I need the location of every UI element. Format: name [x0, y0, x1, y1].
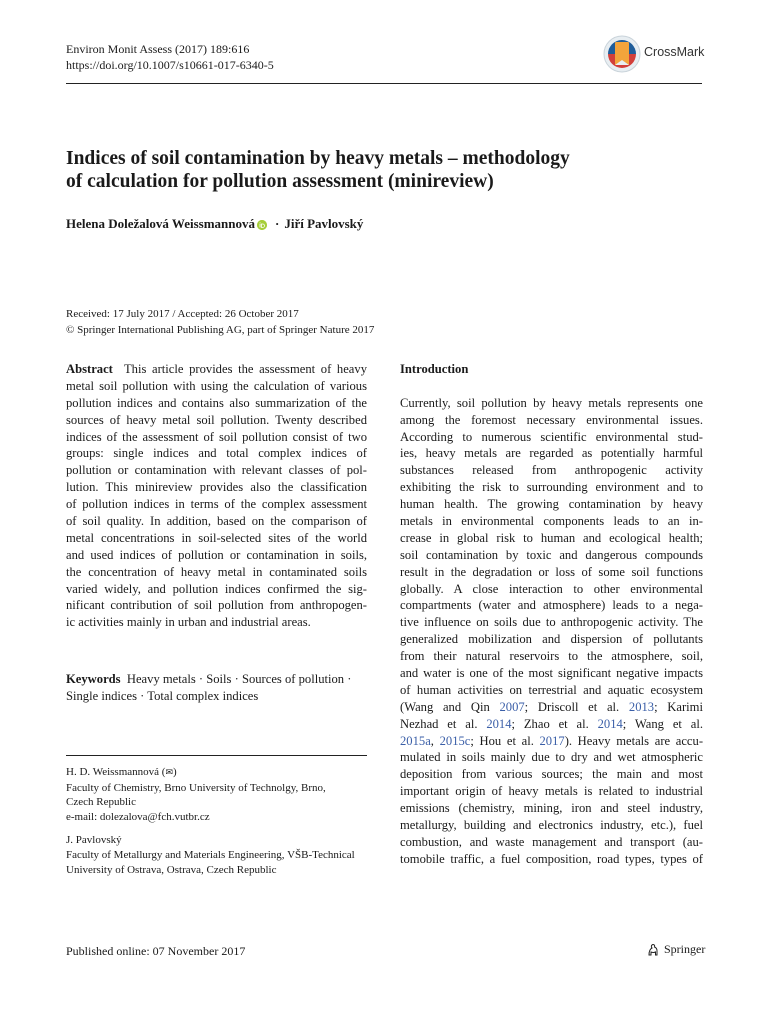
- title-line: of calculation for pollution assessment (minireview): [66, 171, 494, 192]
- intro-line: important origin of heavy metals is related to industrial: [400, 784, 703, 799]
- citation-link[interactable]: 2014: [597, 716, 623, 731]
- intro-line: soil contamination by toxic and dangerous compounds: [400, 547, 703, 562]
- intro-line: metallurgy, building and electronics industry, etc.), fuel: [400, 818, 703, 833]
- intro-line: from their natural reservoirs to the atmosphere, soil,: [400, 649, 703, 664]
- citation-link[interactable]: 2014: [486, 716, 512, 731]
- abstract: [66, 361, 367, 631]
- abstract-line: the concentration of heavy metal in contaminated soils: [66, 564, 367, 579]
- intro-line: mulated in soils mainly due to dry and wet atmospheric: [400, 750, 703, 765]
- affiliation-line: Czech Republic: [66, 796, 136, 809]
- intro-line: Currently, soil pollution by heavy metals represents one: [400, 395, 703, 410]
- intro-line: among the foremost necessary environmental issues.: [400, 412, 703, 427]
- keywords-line: Keywords Heavy metals · Soils · Sources of pollution ·: [66, 672, 352, 686]
- intro-line: result in the degradation or loss of some soil functions: [400, 564, 703, 579]
- citation-link[interactable]: 2015c: [439, 733, 471, 748]
- doi-link[interactable]: https://doi.org/10.1007/s10661-017-6340-5: [66, 58, 274, 72]
- received-accepted-dates: Received: 17 July 2017 / Accepted: 26 October 2017: [66, 308, 299, 320]
- orcid-icon[interactable]: [257, 220, 267, 230]
- abstract-line: pollution indices and contains also summarization of the: [66, 395, 367, 410]
- section-heading: Introduction: [400, 362, 469, 376]
- article-history: [66, 306, 374, 338]
- citation-link[interactable]: 2015a: [400, 733, 431, 748]
- intro-line: compartments (water and atmosphere) leads to a nega-: [400, 598, 703, 613]
- affiliation-line: Faculty of Metallurgy and Materials Engineering, VŠB-Technical: [66, 848, 355, 861]
- citation-link[interactable]: 2017: [539, 733, 565, 748]
- crossmark-label: CrossMark: [644, 45, 705, 59]
- published-date: Published online: 07 November 2017: [66, 944, 246, 958]
- abstract-line: varied widely, and pollution indices confirmed the sig-: [66, 581, 367, 596]
- abstract-line: and used indices of pollution or contamination in soils,: [66, 547, 367, 562]
- intro-line: ies, heavy metals are regarded as potentially harmful: [400, 446, 703, 461]
- abstract-line: metal soil pollution with using the calculation of various: [66, 378, 367, 393]
- introduction: [400, 361, 703, 868]
- header-divider: [66, 83, 702, 84]
- affiliation-divider: [66, 755, 367, 756]
- abstract-line: indices of the assessment of soil pollution consist of two: [66, 429, 367, 444]
- abstract-line: sources of heavy metal soil pollution. Twenty described: [66, 412, 367, 427]
- intro-line: combustion, and waste management and transport (au-: [400, 834, 703, 849]
- citation-link[interactable]: 2013: [628, 699, 655, 714]
- intro-line: emissions (chemistry, mining, iron and steel industry,: [400, 801, 703, 816]
- intro-line: Nezhad et al. 2014; Zhao et al. 2014; Wang et al.: [400, 716, 703, 731]
- author-list: [66, 216, 363, 232]
- keywords-line: Single indices · Total complex indices: [66, 688, 259, 703]
- spacer: [400, 378, 703, 395]
- intro-line: crease in global risk to human and ecological health;: [400, 530, 703, 545]
- author-name[interactable]: Helena Doležalová Weissmannová: [66, 216, 255, 231]
- author-separator: ·: [274, 216, 280, 231]
- intro-line: deposition from various sources; the main and most: [400, 767, 703, 782]
- citation-link[interactable]: 2007: [499, 699, 525, 714]
- abstract-line: metal concentrations in soil-selected sites of the world: [66, 530, 367, 545]
- intro-line: globally. A close interaction to other environmental: [400, 581, 703, 596]
- abstract-line: ic activities mainly in urban and industrial areas.: [66, 615, 311, 630]
- journal-header: [66, 41, 274, 73]
- affiliation-line: Faculty of Chemistry, Brno University of Technolgy, Brno,: [66, 781, 326, 794]
- keywords-label: Keywords: [66, 672, 121, 686]
- affiliations: [66, 765, 355, 877]
- intro-line: tive influence on soils due to anthropogenic activity. The: [400, 615, 703, 630]
- springer-label: Springer: [664, 942, 706, 956]
- intro-line: tomobile traffic, a fuel composition, road types, types of: [400, 851, 703, 866]
- author-name[interactable]: Jiří Pavlovský: [284, 216, 364, 231]
- abstract-line: lution. This minireview provides also the classification: [66, 480, 367, 495]
- abstract-line: Abstract This article provides the assessment of heavy: [66, 362, 367, 376]
- affiliation-line: University of Ostrava, Ostrava, Czech Republic: [66, 863, 277, 876]
- intro-line: exhibiting the risk to surrounding environment and to: [400, 480, 703, 495]
- title-line: Indices of soil contamination by heavy metals – methodology: [66, 148, 570, 169]
- envelope-icon[interactable]: ✉: [165, 768, 173, 778]
- keywords: [66, 671, 367, 705]
- crossmark-icon: [602, 34, 642, 74]
- abstract-line: of soil quality. In addition, based on the comparison of: [66, 514, 367, 529]
- abstract-line: of pollution indices in terms of the complex assessment: [66, 497, 367, 512]
- springer-horse-icon: [646, 943, 660, 957]
- intro-line: generalized mobilization and dispersion of pollutants: [400, 632, 703, 647]
- intro-line: human health. The growing contamination by heavy: [400, 497, 703, 512]
- intro-line: of human activities on terrestrial and aquatic ecosystem: [400, 682, 703, 697]
- intro-line: (Wang and Qin 2007; Driscoll et al. 2013; Karimi: [400, 699, 703, 714]
- abstract-line: pollution or contamination with relevant classes of pol-: [66, 463, 367, 478]
- abstract-label: Abstract: [66, 362, 113, 376]
- author1-name: H. D. Weissmannová (✉): [66, 766, 177, 778]
- author-email[interactable]: e-mail: dolezalova@fch.vutbr.cz: [66, 810, 210, 823]
- intro-line: metals in environmental components leads to an in-: [400, 514, 703, 529]
- article-title: [66, 147, 676, 193]
- springer-logo[interactable]: [646, 942, 705, 957]
- intro-line: According to numerous scientific environmental stud-: [400, 429, 703, 444]
- abstract-line: nificant contribution of soil pollution from anthropogen-: [66, 598, 367, 613]
- intro-line: substances released from anthropogenic activity: [400, 463, 703, 478]
- crossmark-badge[interactable]: [602, 34, 710, 74]
- abstract-line: groups: single indices and total complex indices of: [66, 446, 367, 461]
- intro-line: and water is one of the most significant negative impacts: [400, 666, 703, 681]
- author2-name: J. Pavlovský: [66, 834, 122, 847]
- intro-line: 2015a, 2015c; Hou et al. 2017). Heavy metals are accu-: [400, 733, 703, 748]
- journal-citation: Environ Monit Assess (2017) 189:616: [66, 42, 250, 56]
- copyright-notice: © Springer International Publishing AG, part of Springer Nature 2017: [66, 324, 375, 336]
